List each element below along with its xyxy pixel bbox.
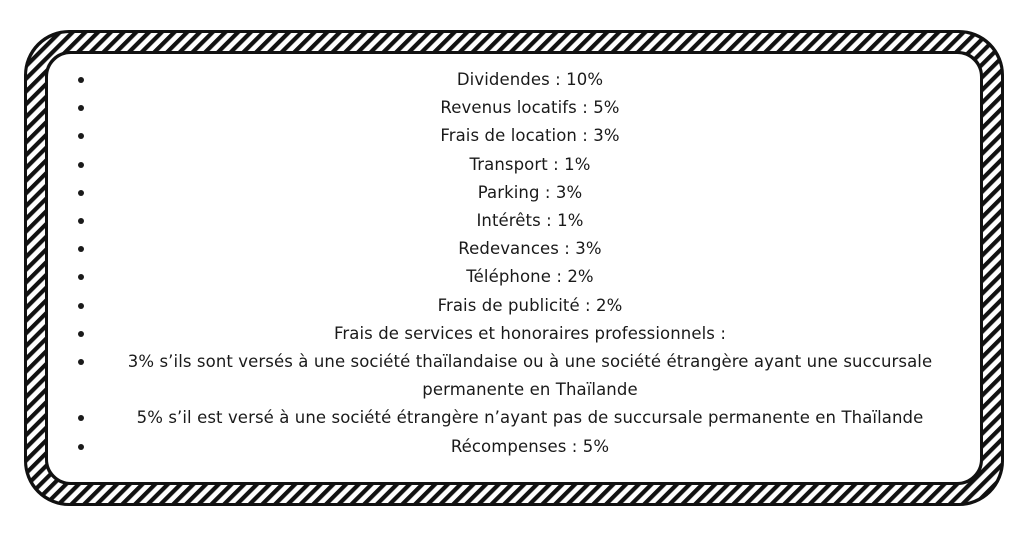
list-item bbox=[70, 151, 990, 179]
bullet-icon bbox=[78, 359, 84, 365]
withholding-rate-list bbox=[70, 66, 990, 461]
bullet-icon bbox=[78, 77, 84, 83]
bullet-icon bbox=[78, 162, 84, 168]
list-item-text: Frais de services et honoraires professionnels : bbox=[334, 323, 726, 343]
bullet-icon bbox=[78, 444, 84, 450]
bullet-icon bbox=[78, 303, 84, 309]
rates-content bbox=[70, 66, 990, 466]
list-item bbox=[70, 207, 990, 235]
list-item bbox=[70, 404, 990, 432]
bullet-icon bbox=[78, 218, 84, 224]
bullet-icon bbox=[78, 415, 84, 421]
list-item-text: Transport : 1% bbox=[469, 154, 591, 174]
bullet-icon bbox=[78, 133, 84, 139]
list-item bbox=[70, 320, 990, 348]
list-item-text: Frais de publicité : 2% bbox=[437, 295, 623, 315]
bullet-icon bbox=[78, 331, 84, 337]
list-item bbox=[70, 348, 990, 404]
list-item-text: Dividendes : 10% bbox=[456, 70, 604, 89]
bullet-icon bbox=[78, 105, 84, 111]
bullet-icon bbox=[78, 190, 84, 196]
list-item bbox=[70, 292, 990, 320]
list-item-text: Redevances : 3% bbox=[458, 239, 602, 259]
list-item bbox=[70, 94, 990, 122]
list-item bbox=[70, 122, 990, 150]
list-item bbox=[70, 433, 990, 461]
list-item-text: Frais de location : 3% bbox=[440, 126, 620, 146]
list-item-text: Parking : 3% bbox=[477, 182, 583, 202]
list-item bbox=[70, 179, 990, 207]
list-item bbox=[70, 66, 990, 94]
list-item bbox=[70, 263, 990, 291]
list-item bbox=[70, 235, 990, 263]
list-item-text: Revenus locatifs : 5% bbox=[440, 98, 620, 118]
list-item-text: 5% s’il est versé à une société étrangère n’ayant pas de succursale permanente en Thaïlande bbox=[136, 408, 924, 428]
list-item-text: Intérêts : 1% bbox=[476, 211, 584, 231]
list-item-text: Téléphone : 2% bbox=[466, 267, 594, 287]
list-item-text: 3% s’ils sont versés à une société thaïlandaise ou à une société étrangère ayant une succursale permanente en Thaïlande bbox=[127, 352, 933, 400]
bullet-icon bbox=[78, 274, 84, 280]
list-item-text: Récompenses : 5% bbox=[450, 436, 610, 456]
bullet-icon bbox=[78, 246, 84, 252]
